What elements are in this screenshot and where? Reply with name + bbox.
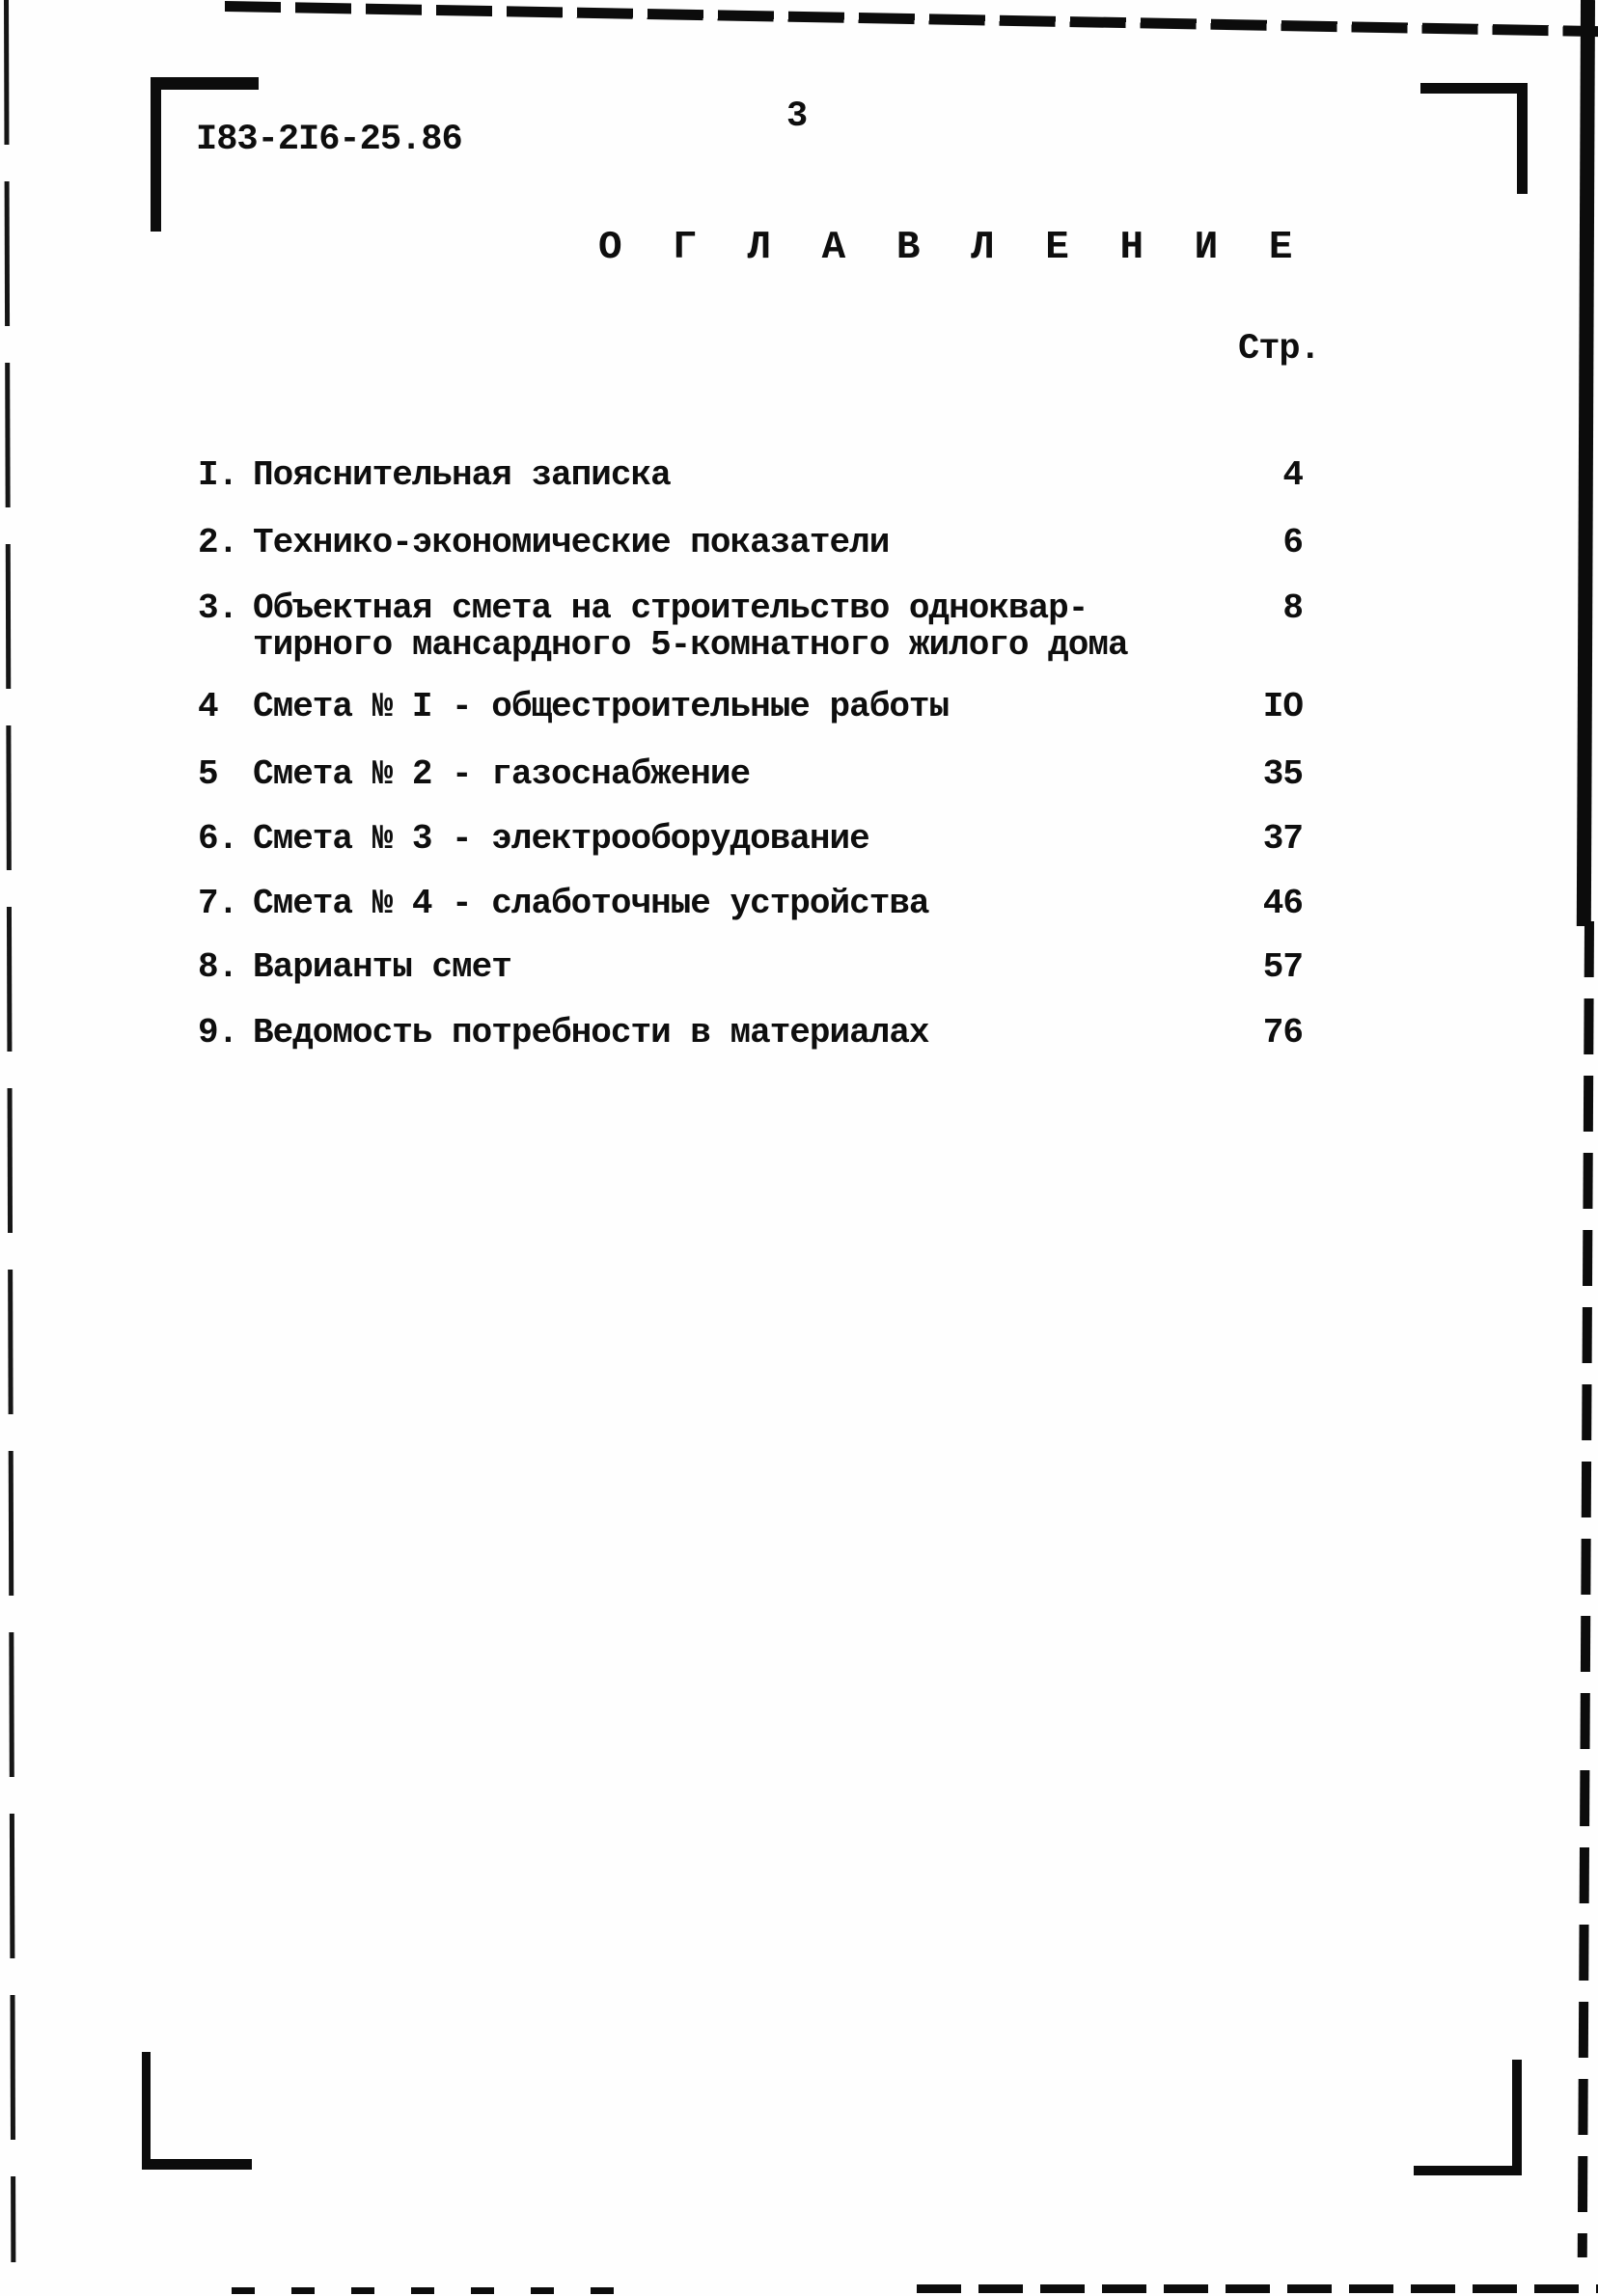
toc-item-page: 46 [1262, 884, 1303, 923]
toc-row-6 [0, 819, 1598, 858]
toc-item-title: Технико-экономические показатели [253, 523, 890, 562]
bottom-edge-scan-line-left [232, 2287, 627, 2294]
toc-row-3 [0, 588, 1598, 664]
toc-item-number: 3. [198, 588, 238, 628]
crop-mark-bottom-left [142, 2052, 252, 2170]
toc-item-number: 2. [198, 523, 238, 562]
toc-item-page: 4 [1282, 455, 1303, 495]
bottom-edge-scan-line-right [917, 2284, 1598, 2293]
toc-row-5 [0, 754, 1598, 793]
toc-item-title: Ведомость потребности в материалах [253, 1013, 929, 1052]
toc-item-title: Объектная смета на строительство одноквар- [253, 588, 1088, 628]
toc-row-9 [0, 1013, 1598, 1052]
toc-item-page: 8 [1282, 588, 1303, 628]
toc-item-page: 57 [1262, 947, 1303, 987]
toc-row-2 [0, 523, 1598, 561]
toc-item-page: IO [1262, 687, 1303, 726]
page-column-header: Стр. [1238, 329, 1320, 369]
toc-item-number: 9. [198, 1013, 238, 1052]
toc-item-page: 35 [1262, 754, 1303, 794]
toc-item-number: 8. [198, 947, 238, 987]
page-title: О Г Л А В Л Е Н И Е [598, 226, 1307, 270]
toc-item-page: 37 [1262, 819, 1303, 859]
top-edge-scan-line [225, 1, 1598, 37]
crop-mark-bottom-right [1414, 2060, 1522, 2175]
document-code: I83-2I6-25.86 [196, 120, 462, 160]
toc-item-number: 7. [198, 884, 238, 923]
toc-row-7 [0, 884, 1598, 922]
toc-row-4 [0, 687, 1598, 725]
right-edge-scan-band-dashed [1578, 921, 1594, 2257]
toc-item-number: 6. [198, 819, 238, 859]
toc-item-title-line2: тирного мансардного 5-комнатного жилого дома [253, 625, 1128, 665]
toc-item-page: 6 [1282, 523, 1303, 562]
toc-item-number: 4 [198, 687, 218, 726]
toc-item-title: Варианты смет [253, 947, 511, 987]
toc-item-title: Смета № 3 - электрооборудование [253, 819, 869, 859]
toc-item-number: 5 [198, 754, 218, 794]
crop-mark-top-right [1420, 83, 1528, 194]
toc-item-page: 76 [1262, 1013, 1303, 1052]
toc-item-title: Пояснительная записка [253, 455, 671, 495]
toc-item-number: I. [198, 455, 238, 495]
page-number: 3 [786, 96, 808, 137]
left-edge-scan-line [4, 0, 15, 2262]
toc-item-title: Смета № 4 - слаботочные устройства [253, 884, 929, 923]
toc-item-title: Смета № I - общестроительные работы [253, 687, 950, 726]
toc-row-1 [0, 455, 1598, 494]
toc-row-8 [0, 947, 1598, 986]
toc-item-title: Смета № 2 - газоснабжение [253, 754, 751, 794]
